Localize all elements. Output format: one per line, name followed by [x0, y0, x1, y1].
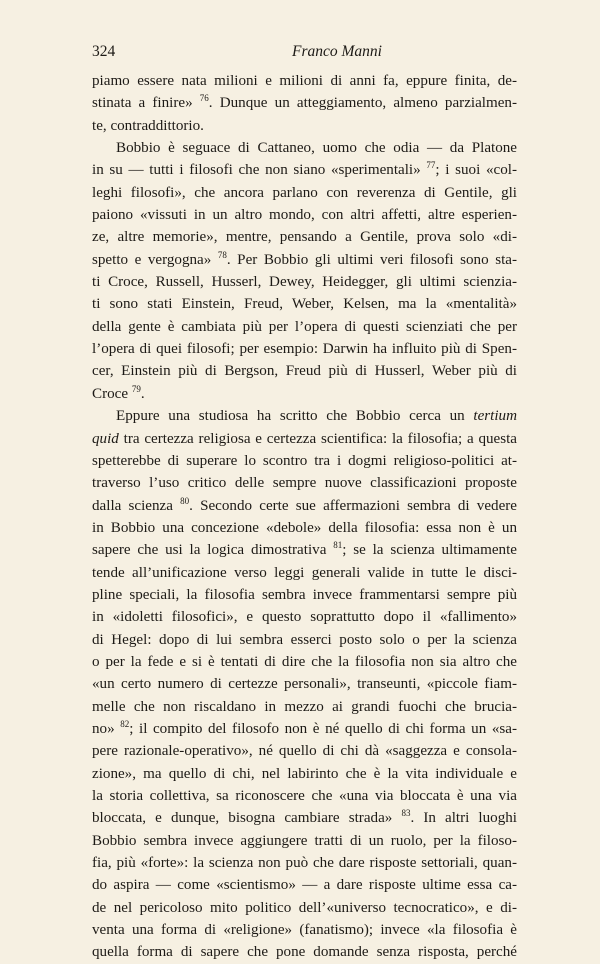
text-segment: traverso l’uso critico delle sempre nuove classificazioni proposte: [92, 475, 517, 492]
body-text: [92, 70, 517, 964]
text-segment: ; il compito del filosofo non è né quello di chi forma un «sa-: [129, 720, 517, 737]
text-line: [92, 562, 517, 584]
text-line: [92, 293, 517, 315]
text-line: [92, 115, 517, 137]
footnote-ref: 78: [217, 249, 227, 260]
text-segment: de nel pericoloso mito politico dell’«universo tecnocratico», e di-: [92, 899, 517, 916]
text-line: [92, 941, 517, 963]
text-line: [92, 539, 517, 561]
text-segment: in Bobbio una concezione «debole» della filosofia: essa non è un: [92, 519, 517, 536]
footnote-ref: 80: [180, 495, 190, 506]
text-segment: ze, altre memorie», mentre, pensando a Gentile, prova solo «di-: [92, 229, 517, 246]
text-segment: ; se la scienza ultimamente: [342, 542, 517, 559]
text-segment: sapere che usi la logica dimostrativa: [92, 542, 334, 559]
text-segment: do aspira — come «scientismo» — a dare risposte ultime essa ca-: [92, 877, 517, 894]
text-line: [92, 830, 517, 852]
text-segment: tra certezza religiosa e certezza scientifica: la filosofia; a questa: [118, 430, 517, 447]
page-header: [92, 40, 517, 64]
text-line: [92, 763, 517, 785]
italic-text: tertium: [473, 408, 517, 425]
footnote-ref: 83: [401, 808, 411, 819]
text-line: [92, 182, 517, 204]
text-segment: spetterebbe di superare lo scontro tra i dogmi religioso-politici at-: [92, 452, 517, 469]
text-line: [92, 472, 517, 494]
text-segment: di Hegel: dopo di lui sembra esserci posto solo o per la scienza: [92, 631, 517, 648]
text-segment: l’opera di quei filosofi; per esempio: Darwin ha influito più di Spen-: [92, 341, 517, 358]
page-number: 324: [92, 43, 116, 60]
text-line: [92, 249, 517, 271]
footnote-ref: 81: [333, 540, 343, 551]
text-line: [92, 874, 517, 896]
text-line: [92, 919, 517, 941]
text-line: [92, 450, 517, 472]
text-segment: quella forma di sapere che pone domande senza risposta, perché: [92, 944, 517, 961]
paragraph: [92, 137, 517, 405]
text-line: [92, 204, 517, 226]
footnote-ref: 82: [120, 718, 130, 729]
text-segment: della gente è cambiata più per l’opera di questi scienziati che per: [92, 318, 517, 335]
text-segment: Eppure una studiosa ha scritto che Bobbio cerca un: [116, 408, 474, 425]
text-line: [92, 807, 517, 829]
text-segment: ti sono stati Einstein, Freud, Weber, Kelsen, ma la «mentalità»: [92, 296, 517, 313]
text-line: [92, 360, 517, 382]
text-segment: Croce: [92, 385, 132, 402]
text-segment: in su — tutti i filosofi che non siano «sperimentali»: [92, 162, 427, 179]
footnote-ref: 79: [131, 383, 141, 394]
text-line: [92, 159, 517, 181]
text-line: [92, 338, 517, 360]
text-line: [92, 629, 517, 651]
text-line: [92, 271, 517, 293]
text-line: [92, 316, 517, 338]
text-segment: pere razionale-operativo», né quello di chi dà «saggezza e consola-: [92, 743, 517, 760]
text-segment: paiono «vissuti in un altro mondo, con altri affetti, altre esperien-: [92, 207, 517, 224]
footnote-ref: 77: [426, 160, 436, 171]
text-segment: . Dunque un atteggiamento, almeno parzialmen-: [208, 95, 517, 112]
footnote-ref: 76: [199, 93, 209, 104]
text-line: [92, 718, 517, 740]
text-line: [92, 696, 517, 718]
text-segment: leghi filosofi», che ancora parlano con reverenza di Gentile, gli: [92, 184, 517, 201]
text-segment: pline speciali, la filosofia sembra invece frammentarsi sempre più: [92, 586, 517, 603]
text-segment: no»: [92, 720, 121, 737]
text-line: [92, 673, 517, 695]
text-line: [92, 852, 517, 874]
text-segment: «un certo numero di certezze personali», transeunti, «piccole fiam-: [92, 676, 517, 693]
text-segment: zione», ma quello di chi, nel labirinto che è la vita individuale e: [92, 765, 517, 782]
paragraph: [92, 405, 517, 964]
text-segment: . Secondo certe sue affermazioni sembra di vedere: [189, 497, 517, 514]
running-title: Franco Manni: [292, 43, 382, 60]
text-line: [92, 651, 517, 673]
text-segment: stinata a finire»: [92, 95, 200, 112]
text-line: [92, 226, 517, 248]
text-segment: Bobbio sembra invece aggiungere tratti di un ruolo, per la filoso-: [92, 832, 517, 849]
text-line: [92, 383, 517, 405]
text-segment: o per la fede e si è tentati di dire che la filosofia non sia altro che: [92, 653, 517, 670]
text-line: [92, 740, 517, 762]
text-line: [92, 70, 517, 92]
text-segment: te, contraddittorio.: [92, 117, 204, 134]
paragraph: [92, 70, 517, 137]
text-segment: dalla scienza: [92, 497, 181, 514]
text-line: [92, 897, 517, 919]
text-segment: . Per Bobbio gli ultimi veri filosofi sono sta-: [226, 251, 517, 268]
text-line: [92, 517, 517, 539]
text-segment: ti Croce, Russell, Husserl, Dewey, Heidegger, gli ultimi scienzia-: [92, 274, 517, 291]
text-segment: bloccata, e dunque, bisogna cambiare strada»: [92, 810, 402, 827]
text-line: [92, 606, 517, 628]
text-segment: melle che non riscaldano in mezzo ai grandi fuochi che brucia-: [92, 698, 517, 715]
text-segment: ; i suoi «col-: [435, 162, 517, 179]
text-line: [92, 785, 517, 807]
text-line: [92, 137, 517, 159]
text-segment: . In altri luoghi: [410, 810, 517, 827]
text-segment: la storia collettiva, sa riconoscere che «una via bloccata è una via: [92, 788, 517, 804]
text-segment: fia, più «forte»: la scienza non può che dare risposte settoriali, quan-: [92, 855, 517, 872]
text-segment: venta una forma di «religione» (fanatismo); invece «la filosofia è: [92, 922, 517, 939]
text-segment: .: [140, 385, 145, 402]
text-line: [92, 428, 517, 450]
text-line: [92, 495, 517, 517]
text-segment: in «idoletti filosofici», e questo soprattutto dopo il «fallimento»: [92, 609, 517, 626]
text-segment: spetto e vergogna»: [92, 251, 218, 268]
text-segment: Bobbio è seguace di Cattaneo, uomo che odia — da Platone: [116, 140, 517, 157]
italic-text: quid: [92, 430, 119, 447]
text-line: [92, 405, 517, 427]
text-line: [92, 584, 517, 606]
text-segment: cer, Einstein più di Bergson, Freud più di Husserl, Weber più di: [92, 363, 517, 380]
text-line: [92, 92, 517, 114]
text-segment: piamo essere nata milioni e milioni di anni fa, eppure finita, de-: [92, 73, 517, 89]
text-segment: tende all’unificazione verso leggi generali valide in tutte le disci-: [92, 564, 517, 581]
